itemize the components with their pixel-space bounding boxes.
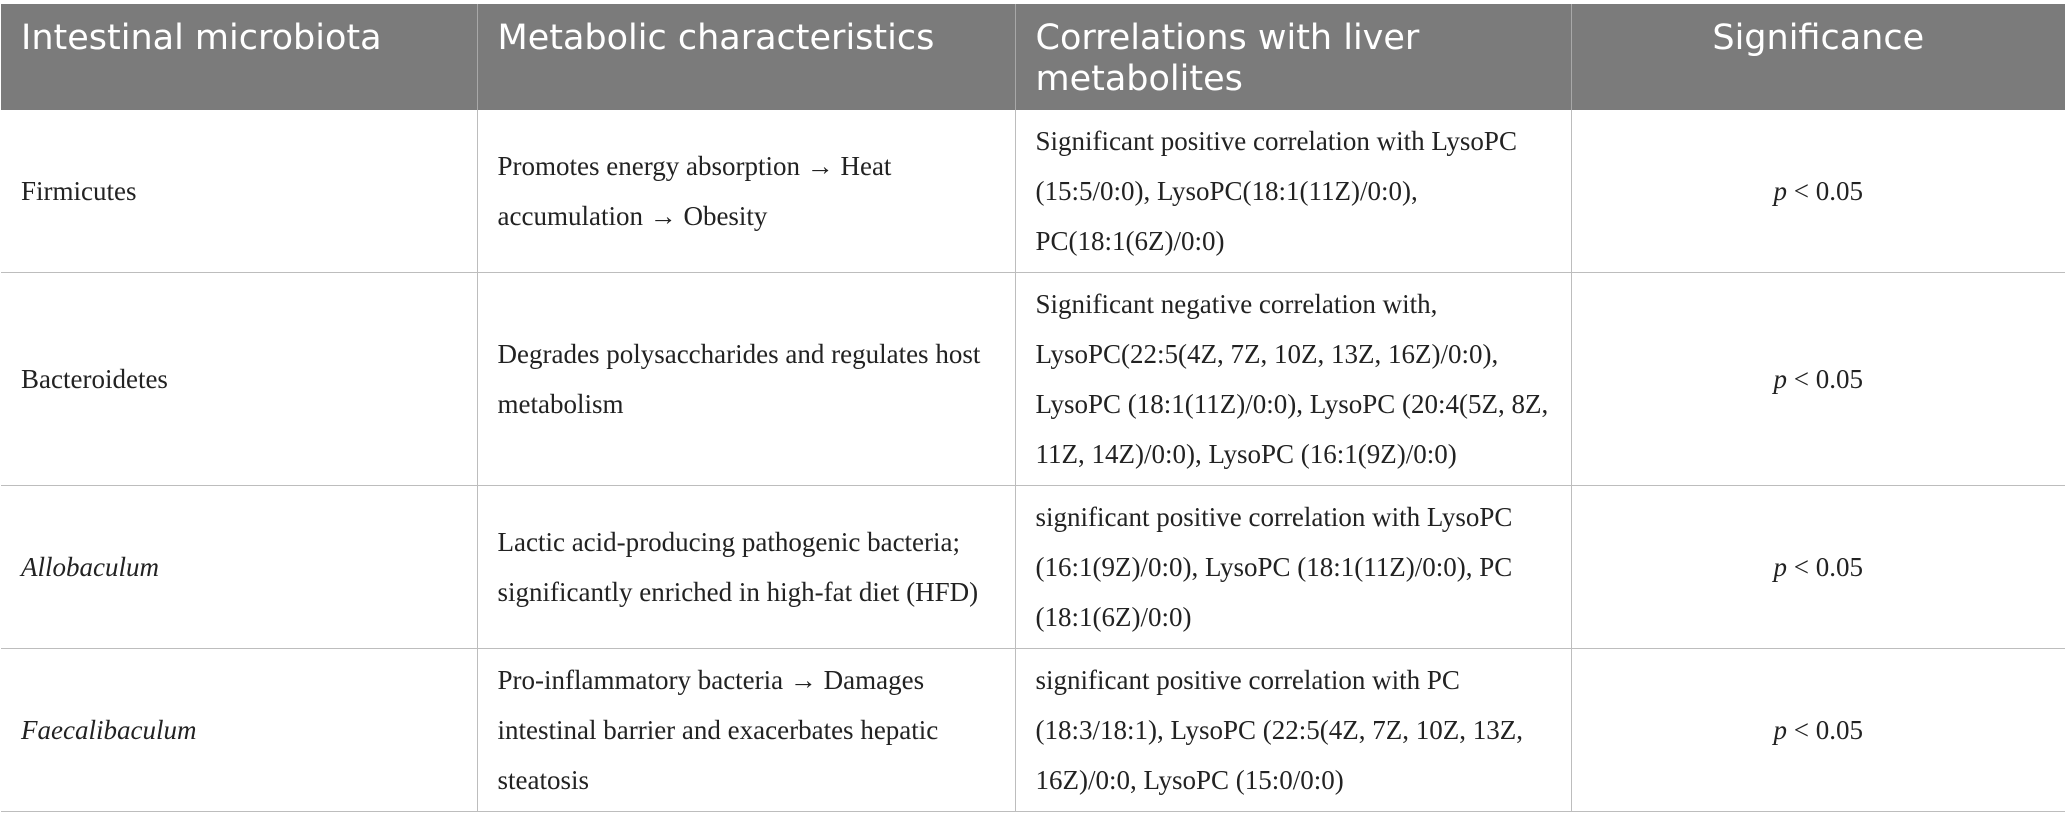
p-threshold: < 0.05 (1787, 176, 1863, 206)
cell-metabolic: Promotes energy absorption → Heat accumulation → Obesity (477, 110, 1015, 273)
cell-correlations: significant positive correlation with PC (18:3/18:1), LysoPC (22:5(4Z, 7Z, 10Z, 13Z, 16Z)/0:0, LysoPC (15:0/0:0) (1015, 649, 1571, 812)
p-threshold: < 0.05 (1787, 552, 1863, 582)
p-threshold: < 0.05 (1787, 364, 1863, 394)
cell-metabolic: Degrades polysaccharides and regulates host metabolism (477, 273, 1015, 486)
p-symbol: p (1773, 715, 1787, 745)
cell-correlations: Significant negative correlation with, LysoPC(22:5(4Z, 7Z, 10Z, 13Z, 16Z)/0:0), LysoPC (18:1(11Z)/0:0), LysoPC (20:4(5Z, 8Z, 11Z, 14Z)/0:0), LysoPC (16:1(9Z)/0:0) (1015, 273, 1571, 486)
table-row (1, 110, 2065, 273)
data-table-container (1, 4, 2065, 812)
cell-microbiota: Firmicutes (1, 110, 477, 273)
table-body (1, 110, 2065, 812)
p-threshold: < 0.05 (1787, 715, 1863, 745)
table-row (1, 649, 2065, 812)
cell-metabolic: Lactic acid-producing pathogenic bacteria; significantly enriched in high-fat diet (HFD) (477, 486, 1015, 649)
header-metabolic-characteristics: Metabolic characteristics (477, 4, 1015, 110)
table-header (1, 4, 2065, 110)
header-intestinal-microbiota: Intestinal microbiota (1, 4, 477, 110)
p-symbol: p (1773, 176, 1787, 206)
header-correlations: Correlations with liver metabolites (1015, 4, 1571, 110)
cell-significance (1571, 273, 2065, 486)
cell-metabolic: Pro-inflammatory bacteria → Damages intestinal barrier and exacerbates hepatic steatosis (477, 649, 1015, 812)
cell-microbiota: Bacteroidetes (1, 273, 477, 486)
cell-correlations: Significant positive correlation with LysoPC (15:5/0:0), LysoPC(18:1(11Z)/0:0), PC(18:1(6Z)/0:0) (1015, 110, 1571, 273)
cell-significance (1571, 486, 2065, 649)
header-row (1, 4, 2065, 110)
cell-significance (1571, 110, 2065, 273)
cell-microbiota: Faecalibaculum (1, 649, 477, 812)
cell-microbiota: Allobaculum (1, 486, 477, 649)
p-symbol: p (1773, 364, 1787, 394)
cell-correlations: significant positive correlation with LysoPC (16:1(9Z)/0:0), LysoPC (18:1(11Z)/0:0), PC (18:1(6Z)/0:0) (1015, 486, 1571, 649)
table-row (1, 273, 2065, 486)
header-significance: Significance (1571, 4, 2065, 110)
p-symbol: p (1773, 552, 1787, 582)
microbiota-table (1, 4, 2065, 812)
table-row (1, 486, 2065, 649)
cell-significance (1571, 649, 2065, 812)
